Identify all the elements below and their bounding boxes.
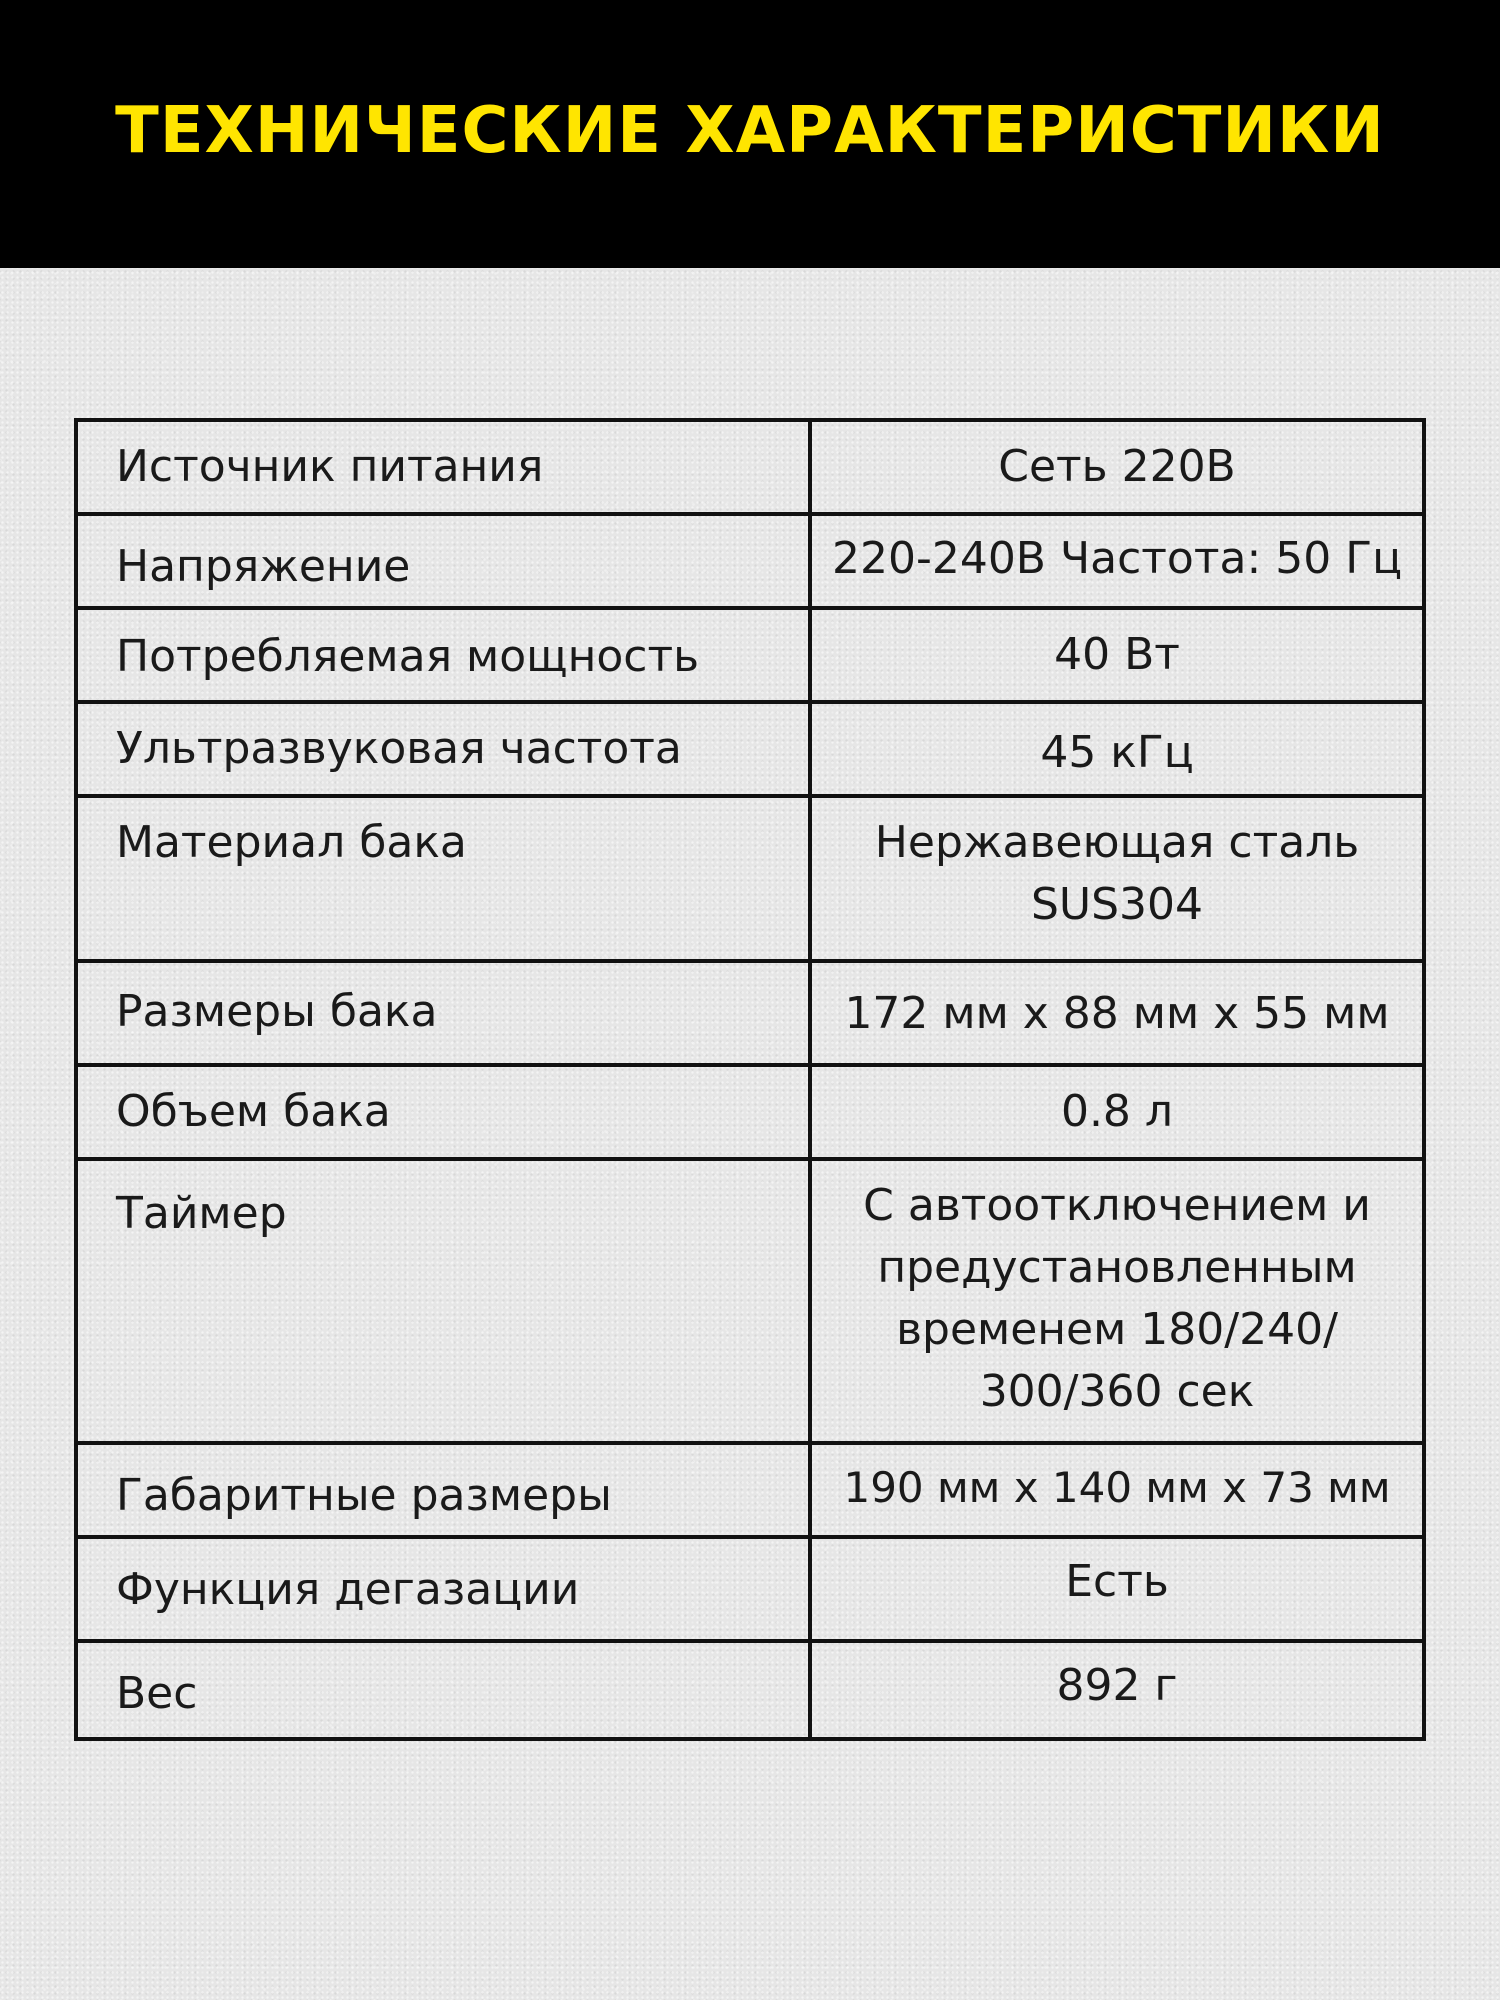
spec-row (76, 1641, 1424, 1739)
timer-value: С автоотключением и предустановленным временем 180/240/ 300/360 сек (863, 1180, 1371, 1417)
spec-value: 40 Вт (810, 608, 1424, 702)
spec-row (76, 1159, 1424, 1443)
spec-label: Объем бака (76, 1065, 810, 1159)
page-title: ТЕХНИЧЕСКИЕ ХАРАКТЕРИСТИКИ (115, 94, 1385, 168)
spec-value: 172 мм х 88 мм х 55 мм (810, 961, 1424, 1065)
spec-label: Материал бака (76, 796, 810, 961)
spec-value: 45 кГц (810, 702, 1424, 796)
spec-label: Функция дегазации (76, 1537, 810, 1641)
spec-row (76, 420, 1424, 514)
spec-value (810, 796, 1424, 961)
spec-value: 0.8 л (810, 1065, 1424, 1159)
spec-row (76, 702, 1424, 796)
spec-value: 220-240В Частота: 50 Гц (810, 514, 1424, 608)
spec-row (76, 1065, 1424, 1159)
page-header (0, 0, 1500, 268)
spec-label: Напряжение (76, 514, 810, 608)
overall-dimensions-value: 190 мм х 140 мм х 73 мм (843, 1463, 1391, 1512)
spec-label: Вес (76, 1641, 810, 1739)
spec-label: Таймер (76, 1159, 810, 1443)
spec-label: Источник питания (76, 420, 810, 514)
spec-row (76, 1537, 1424, 1641)
spec-value: Сеть 220В (810, 420, 1424, 514)
spec-label: Габаритные размеры (76, 1443, 810, 1537)
spec-value (810, 1159, 1424, 1443)
spec-value: 892 г (810, 1641, 1424, 1739)
spec-row (76, 961, 1424, 1065)
spec-label: Размеры бака (76, 961, 810, 1065)
spec-row (76, 608, 1424, 702)
tank-material-value: Нержавеющая сталь SUS304 (874, 817, 1360, 930)
specifications-table (74, 418, 1426, 1741)
spec-row (76, 1443, 1424, 1537)
spec-value (810, 1443, 1424, 1537)
spec-row (76, 796, 1424, 961)
spec-row (76, 514, 1424, 608)
spec-label: Ультразвуковая частота (76, 702, 810, 796)
spec-label: Потребляемая мощность (76, 608, 810, 702)
spec-value: Есть (810, 1537, 1424, 1641)
